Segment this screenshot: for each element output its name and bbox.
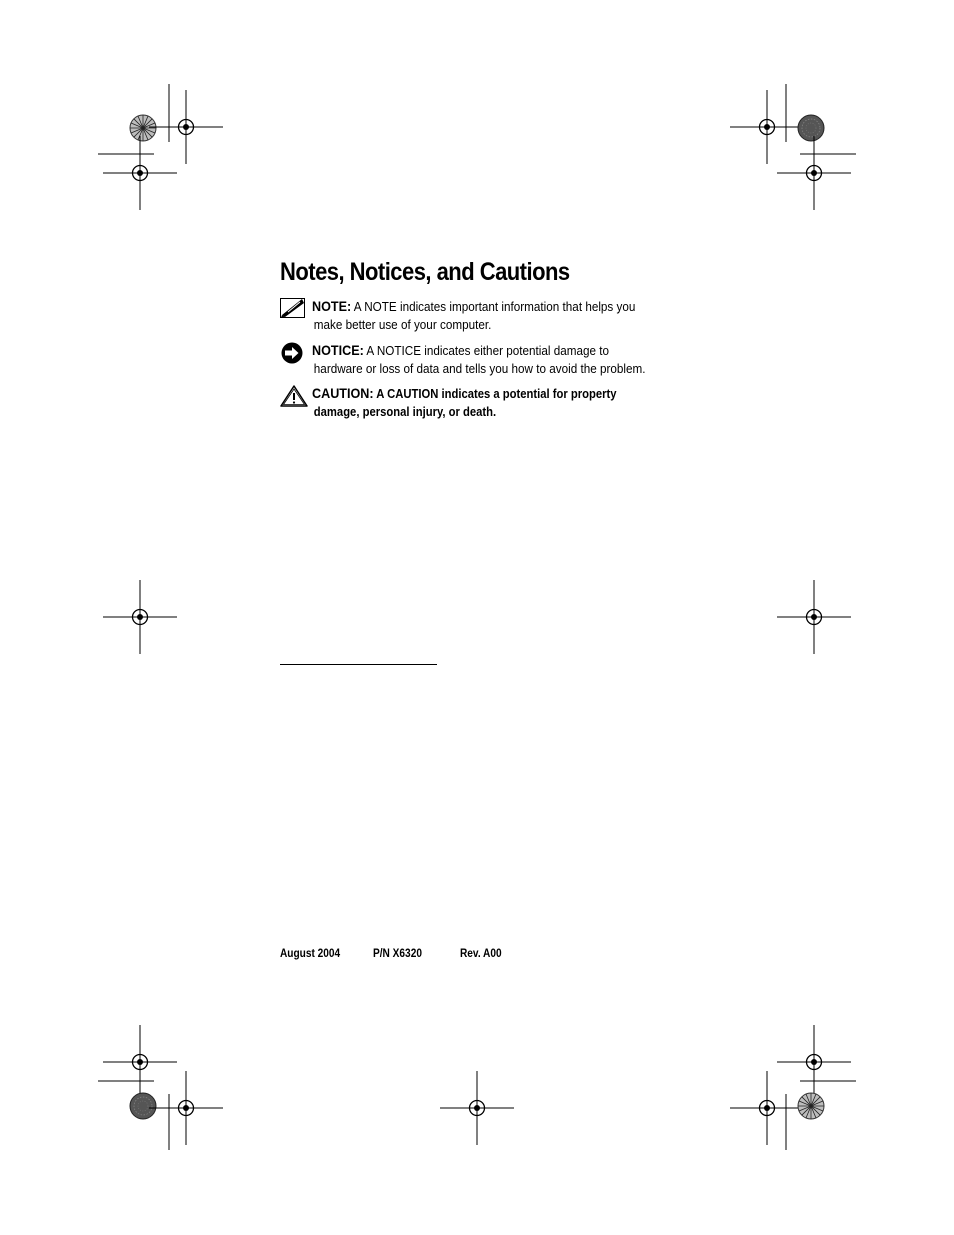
note-label: NOTE:	[312, 298, 352, 314]
notice-text-line1: A NOTICE indicates either potential damage to	[363, 343, 609, 358]
footer-revision: Rev. A00	[460, 948, 502, 960]
caution-text-line1: A CAUTION indicates a potential for property	[373, 387, 617, 401]
notice-arrow-icon	[280, 342, 304, 364]
notice-block	[280, 342, 700, 377]
note-block	[280, 298, 700, 333]
caution-label: CAUTION:	[312, 385, 374, 401]
caution-text-line2: damage, personal injury, or death.	[313, 404, 497, 419]
note-text-line1: A NOTE indicates important information that helps you	[351, 299, 636, 314]
note-text-line2: make better use of your computer.	[313, 316, 492, 332]
warning-triangle-icon	[280, 385, 308, 407]
caution-block	[280, 385, 700, 421]
notice-text-line2: hardware or loss of data and tells you how to avoid the problem.	[313, 360, 646, 376]
footer-part-number: P/N X6320	[373, 948, 422, 960]
pencil-note-icon	[280, 298, 305, 318]
page-title: Notes, Notices, and Cautions	[280, 258, 570, 286]
footnote-divider	[280, 664, 437, 665]
footer-date: August 2004	[280, 948, 341, 960]
notice-label: NOTICE:	[312, 342, 364, 358]
